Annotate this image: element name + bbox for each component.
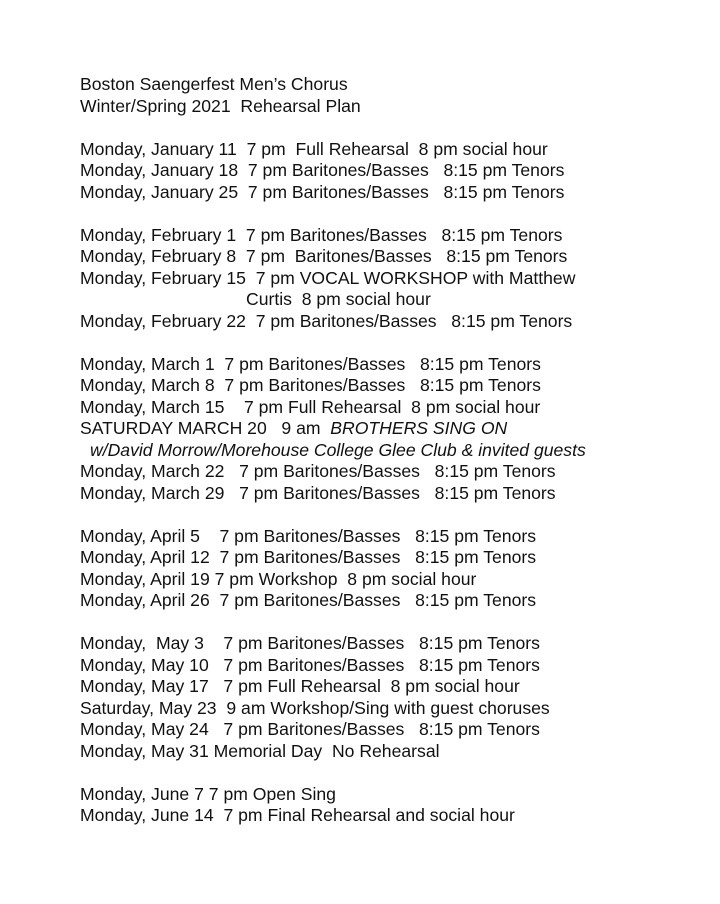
schedule-text: Monday, May 10 7 pm Baritones/Basses 8:15 pm Tenors	[80, 654, 540, 675]
schedule-text: Monday, May 17 7 pm Full Rehearsal 8 pm social hour	[80, 676, 520, 696]
schedule-line	[80, 160, 702, 182]
document-subtitle: Winter/Spring 2021 Rehearsal Plan	[80, 95, 361, 116]
schedule-line	[80, 483, 702, 505]
schedule-text: Monday, March 22 7 pm Baritones/Basses 8:15 pm Tenors	[80, 461, 556, 481]
schedule-line	[80, 397, 702, 419]
schedule-text: Monday, April 19 7 pm Workshop 8 pm social hour	[80, 568, 477, 589]
schedule-section-march	[80, 354, 702, 505]
schedule-text: Monday, April 5 7 pm Baritones/Basses 8:15 pm Tenors	[80, 525, 537, 546]
schedule-text: Monday, January 11 7 pm Full Rehearsal 8 pm social hour	[80, 138, 548, 159]
schedule-section-january	[80, 139, 702, 204]
schedule-line	[80, 784, 702, 806]
schedule-line	[80, 311, 702, 333]
schedule-line	[80, 268, 702, 290]
schedule-line	[80, 698, 702, 720]
schedule-text: Monday, March 15 7 pm Full Rehearsal 8 pm social hour	[80, 396, 541, 417]
schedule-line	[80, 633, 702, 655]
schedule-line	[80, 655, 702, 677]
schedule-text: Monday, February 8 7 pm Baritones/Basses 8:15 pm Tenors	[80, 246, 568, 266]
schedule-text: Monday, May 31 Memorial Day No Rehearsal	[80, 740, 440, 761]
schedule-text: Curtis 8 pm social hour	[246, 289, 431, 309]
schedule-section-may	[80, 633, 702, 762]
schedule-sections	[80, 139, 702, 827]
schedule-line	[80, 354, 702, 376]
schedule-line	[80, 547, 702, 569]
schedule-text: Monday, February 22 7 pm Baritones/Basses 8:15 pm Tenors	[80, 310, 573, 331]
schedule-line	[80, 225, 702, 247]
schedule-line-continuation	[80, 440, 702, 462]
schedule-text: Monday, March 1 7 pm Baritones/Basses 8:15 pm Tenors	[80, 353, 541, 374]
schedule-text: Monday, June 14 7 pm Final Rehearsal and social hour	[80, 805, 515, 825]
schedule-text: SATURDAY MARCH 20 9 am	[80, 418, 331, 438]
schedule-text: Saturday, May 23 9 am Workshop/Sing with guest choruses	[80, 697, 550, 718]
schedule-section-june	[80, 784, 702, 827]
schedule-text: Monday, February 15 7 pm VOCAL WORKSHOP with Matthew	[80, 267, 576, 288]
schedule-line	[80, 676, 702, 698]
rehearsal-plan-document	[80, 74, 702, 827]
schedule-section-april	[80, 526, 702, 612]
schedule-text: Monday, February 1 7 pm Baritones/Basses 8:15 pm Tenors	[80, 224, 563, 245]
schedule-text: Monday, April 12 7 pm Baritones/Basses 8:15 pm Tenors	[80, 547, 537, 567]
schedule-line	[80, 590, 702, 612]
schedule-section-february	[80, 225, 702, 333]
schedule-text-italic: w/David Morrow/Morehouse College Glee Club & invited guests	[90, 439, 586, 460]
schedule-text: Monday, April 26 7 pm Baritones/Basses 8:15 pm Tenors	[80, 590, 537, 610]
schedule-line	[80, 741, 702, 763]
schedule-text: Monday, January 18 7 pm Baritones/Basses 8:15 pm Tenors	[80, 160, 565, 180]
schedule-text: Monday, June 7 7 pm Open Sing	[80, 783, 336, 804]
schedule-line	[80, 719, 702, 741]
document-title: Boston Saengerfest Men’s Chorus	[80, 74, 348, 94]
schedule-line	[80, 805, 702, 827]
schedule-line-special-event	[80, 418, 702, 440]
schedule-text-italic: BROTHERS SING ON	[330, 418, 508, 438]
schedule-text: Monday, May 24 7 pm Baritones/Basses 8:15 pm Tenors	[80, 719, 540, 739]
schedule-line	[80, 569, 702, 591]
schedule-line	[80, 461, 702, 483]
schedule-line	[80, 139, 702, 161]
schedule-line	[80, 182, 702, 204]
schedule-text: Monday, March 29 7 pm Baritones/Basses 8:15 pm Tenors	[80, 482, 556, 503]
schedule-line	[80, 246, 702, 268]
schedule-text: Monday, January 25 7 pm Baritones/Basses 8:15 pm Tenors	[80, 181, 565, 202]
schedule-line	[80, 526, 702, 548]
schedule-line	[80, 375, 702, 397]
schedule-text: Monday, May 3 7 pm Baritones/Basses 8:15 pm Tenors	[80, 633, 540, 653]
schedule-text: Monday, March 8 7 pm Baritones/Basses 8:15 pm Tenors	[80, 375, 541, 395]
schedule-line-continuation	[80, 289, 702, 311]
